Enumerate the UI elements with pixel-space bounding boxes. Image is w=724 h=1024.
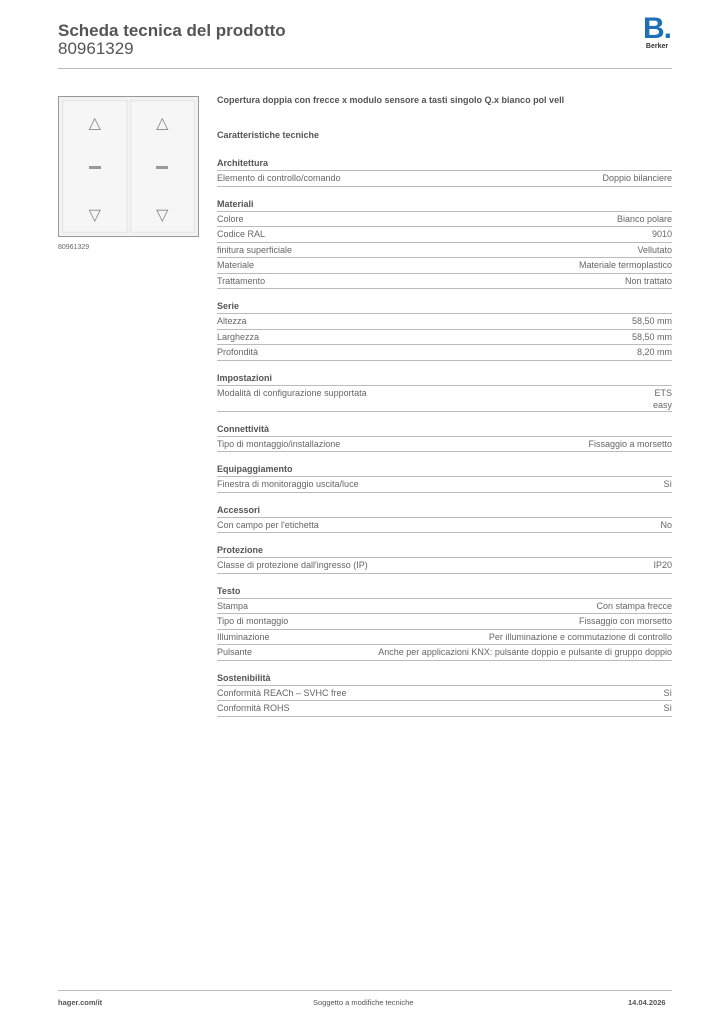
spec-value: Bianco polare: [616, 213, 672, 224]
logo-text: Berker: [645, 43, 669, 50]
spec-value: Sì: [663, 687, 672, 698]
spec-label: Profondità: [217, 347, 259, 357]
spec-section: [217, 671, 672, 717]
section-heading: Impostazioni: [217, 371, 672, 386]
spec-value: Per illuminazione e commutazione di controllo: [488, 631, 672, 642]
spec-row: [217, 437, 672, 453]
footer-note: Soggetto a modifiche tecniche: [313, 998, 414, 1007]
header-divider: [58, 68, 672, 69]
page-title: Scheda tecnica del prodotto: [58, 21, 286, 40]
arrow-up-icon: △: [156, 115, 169, 132]
spec-label: Classe di protezione dall'ingresso (IP): [217, 560, 368, 570]
spec-value: Doppio bilanciere: [602, 173, 672, 183]
spec-value: ETS easy: [652, 387, 672, 410]
spec-label: Colore: [217, 213, 244, 224]
spec-value: No: [660, 519, 672, 530]
spec-row: [217, 630, 672, 646]
spec-label: Elemento di controllo/comando: [217, 173, 341, 183]
arrow-up-icon: △: [88, 115, 101, 132]
left-rocker: [62, 100, 128, 233]
spec-row: [217, 258, 672, 274]
spec-row: [217, 701, 672, 717]
spec-content: [217, 95, 672, 717]
spec-value: Anche per applicazioni KNX: pulsante doppio e pulsante di gruppo doppio: [378, 647, 672, 657]
specs-heading: Caratteristiche tecniche: [217, 130, 320, 140]
spec-section: [217, 299, 672, 361]
spec-row: [217, 227, 672, 243]
spec-label: finitura superficiale: [217, 244, 293, 255]
footer-divider: [58, 990, 672, 991]
spec-value: 8,20 mm: [636, 347, 672, 357]
product-image: [58, 96, 199, 237]
spec-label: Larghezza: [217, 331, 260, 342]
spec-label: Trattamento: [217, 275, 266, 286]
spec-label: Tipo di montaggio/installazione: [217, 438, 341, 449]
section-heading: Connettività: [217, 422, 672, 437]
spec-value: Materiale termoplastico: [578, 260, 672, 270]
section-heading: Protezione: [217, 543, 672, 558]
footer-date: 14.04.2026: [628, 998, 666, 1007]
spec-row: [217, 686, 672, 702]
spec-section: [217, 503, 672, 534]
spec-label: Materiale: [217, 260, 255, 270]
section-heading: Materiali: [217, 197, 672, 212]
spec-row: [217, 645, 672, 661]
section-heading: Sostenibilità: [217, 671, 672, 686]
spec-row: [217, 558, 672, 574]
spec-row: [217, 274, 672, 290]
spec-row: [217, 171, 672, 187]
spec-row: [217, 212, 672, 228]
logo-mark: B.: [643, 12, 671, 45]
spec-value: Non trattato: [624, 275, 672, 286]
spec-label: Pulsante: [217, 647, 253, 657]
image-caption: 80961329: [58, 244, 90, 251]
berker-logo: [640, 12, 674, 50]
spec-row: [217, 386, 672, 412]
led-indicator: [156, 166, 168, 169]
led-indicator: [89, 166, 101, 169]
right-rocker: [130, 100, 196, 233]
spec-row: [217, 614, 672, 630]
spec-label: Stampa: [217, 600, 249, 611]
spec-section: [217, 584, 672, 661]
section-heading: Testo: [217, 584, 672, 599]
spec-label: Conformità ROHS: [217, 703, 290, 713]
spec-row: [217, 330, 672, 346]
spec-row: [217, 345, 672, 361]
spec-value: 9010: [651, 229, 672, 239]
spec-label: Finestra di monitoraggio uscita/luce: [217, 479, 359, 489]
section-heading: Serie: [217, 299, 672, 314]
spec-label: Con campo per l'etichetta: [217, 519, 319, 530]
spec-row: [217, 477, 672, 493]
spec-value: Fissaggio a morsetto: [588, 438, 672, 449]
spec-value: Fissaggio con morsetto: [578, 616, 672, 626]
spec-label: Tipo di montaggio: [217, 616, 289, 626]
spec-value: 58,50 mm: [631, 316, 672, 326]
spec-value: Vellutato: [637, 244, 672, 255]
spec-value: IP20: [653, 560, 672, 570]
spec-section: [217, 543, 672, 574]
spec-section: [217, 462, 672, 493]
section-heading: Equipaggiamento: [217, 462, 672, 477]
footer-website: hager.com/it: [58, 998, 103, 1007]
spec-label: Codice RAL: [217, 229, 266, 239]
spec-value: Sì: [663, 703, 672, 713]
spec-section: [217, 422, 672, 453]
product-title: Copertura doppia con frecce x modulo sensore a tasti singolo Q.x bianco pol vell: [217, 95, 565, 105]
spec-label: Illuminazione: [217, 631, 270, 642]
section-heading: Accessori: [217, 503, 672, 518]
spec-row: [217, 599, 672, 615]
spec-value: 58,50 mm: [631, 331, 672, 342]
spec-section: [217, 371, 672, 412]
section-heading: Architettura: [217, 156, 672, 171]
arrow-down-icon: ▽: [156, 207, 169, 224]
spec-sections: [217, 156, 672, 717]
spec-label: Modalità di configurazione supportata: [217, 387, 367, 398]
arrow-down-icon: ▽: [88, 207, 101, 224]
spec-row: [217, 243, 672, 259]
spec-label: Altezza: [217, 316, 247, 326]
spec-row: [217, 314, 672, 330]
spec-section: [217, 197, 672, 290]
spec-value: Sì: [663, 479, 672, 489]
product-code: 80961329: [58, 39, 134, 58]
spec-section: [217, 156, 672, 187]
spec-row: [217, 518, 672, 534]
spec-value: Con stampa frecce: [596, 600, 672, 611]
spec-label: Conformità REACh – SVHC free: [217, 687, 347, 698]
